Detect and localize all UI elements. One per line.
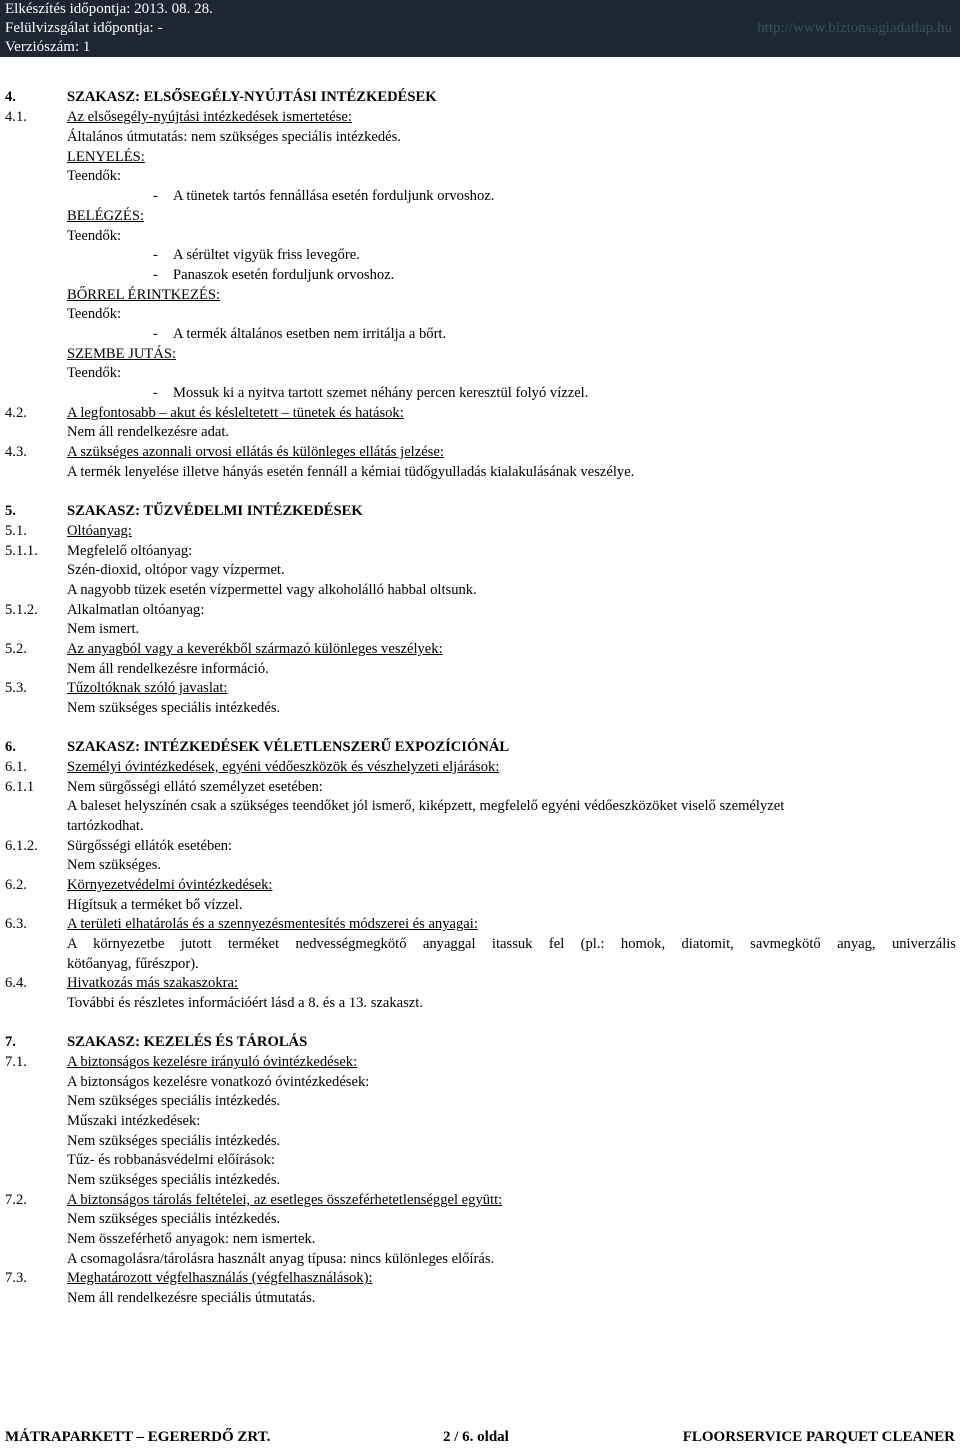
subsection-number: 5.1.2.: [5, 602, 38, 618]
paragraph: Nem szükséges speciális intézkedés.: [67, 700, 281, 716]
revision-date: Felülvizsgálat időpontja: -: [5, 20, 163, 36]
footer-product-name: FLOORSERVICE PARQUET CLEANER: [682, 1429, 955, 1445]
eye-contact-heading: SZEMBE JUTÁS:: [67, 346, 177, 362]
inhalation-heading: BELÉGZÉS:: [67, 208, 145, 224]
subsection-number: 6.1.: [5, 759, 27, 775]
paragraph: Nem szükséges.: [67, 857, 162, 873]
paragraph: Szén-dioxid, oltópor vagy vízpermet.: [67, 562, 285, 578]
subsection-number: 6.1.2.: [5, 838, 38, 854]
subsection-title: A szükséges azonnali orvosi ellátás és különleges ellátás jelzése:: [67, 444, 444, 460]
list-item: A termék általános esetben nem irritálja a bőrt.: [173, 326, 447, 342]
document-footer: [0, 1428, 960, 1448]
section-number: 6.: [5, 739, 16, 755]
subsection-title: Tűzoltóknak szóló javaslat:: [67, 680, 228, 696]
subsection-title: Meghatározott végfelhasználás (végfelhasználások):: [67, 1270, 373, 1286]
paragraph: A környezetbe jutott terméket nedvességmegkötő anyaggal itassuk fel (pl.: homok, diatomit, savmegkötő anyag, univerzális: [67, 936, 956, 952]
list-item: Panaszok esetén forduljunk orvoshoz.: [173, 267, 395, 283]
paragraph: A nagyobb tüzek esetén vízpermettel vagy alkoholálló habbal oltsunk.: [67, 582, 477, 598]
section-5-title: SZAKASZ: TŰZVÉDELMI INTÉZKEDÉSEK: [67, 503, 363, 519]
version-number: Verziószám: 1: [5, 39, 91, 55]
todo-label: Teendők:: [67, 365, 122, 381]
footer-page-number: 2 / 6. oldal: [443, 1429, 509, 1445]
paragraph: Nem összeférhető anyagok: nem ismertek.: [67, 1231, 316, 1247]
subsection-title: A területi elhatárolás és a szennyezésmentesítés módszerei és anyagai:: [67, 916, 478, 932]
subsection-title: Az anyagból vagy a keverékből származó különleges veszélyek:: [67, 641, 443, 657]
paragraph: A termék lenyelése illetve hányás esetén fennáll a kémiai tüdőgyulladás kialakulásának veszélye.: [67, 464, 635, 480]
paragraph: Általános útmutatás: nem szükséges speciális intézkedés.: [67, 129, 401, 145]
todo-label: Teendők:: [67, 306, 122, 322]
paragraph: A biztonságos kezelésre vonatkozó óvintézkedések:: [67, 1074, 370, 1090]
paragraph: Hígítsuk a terméket bő vízzel.: [67, 897, 243, 913]
subsection-number: 5.2.: [5, 641, 27, 657]
bullet-dash: -: [153, 267, 158, 283]
list-item: Mossuk ki a nyitva tartott szemet néhány percen keresztül folyó vízzel.: [173, 385, 589, 401]
subsection-number: 5.1.: [5, 523, 27, 539]
section-number: 5.: [5, 503, 16, 519]
subsection-number: 7.2.: [5, 1192, 27, 1208]
subsection-number: 7.1.: [5, 1054, 27, 1070]
paragraph: Nem szükséges speciális intézkedés.: [67, 1093, 281, 1109]
paragraph: Nem szükséges speciális intézkedés.: [67, 1133, 281, 1149]
paragraph: Nem áll rendelkezésre adat.: [67, 424, 230, 440]
created-date: Elkészítés időpontja: 2013. 08. 28.: [5, 1, 213, 17]
skin-contact-heading: BŐRREL ÉRINTKEZÉS:: [67, 287, 221, 303]
paragraph: A csomagolásra/tárolásra használt anyag típusa: nincs különleges előírás.: [67, 1251, 495, 1267]
subsection-title: Oltóanyag:: [67, 523, 132, 539]
subsection-number: 7.3.: [5, 1270, 27, 1286]
subsection-number: 5.1.1.: [5, 543, 38, 559]
document-header: [0, 0, 960, 57]
section-number: 7.: [5, 1034, 16, 1050]
subsection-title: Környezetvédelmi óvintézkedések:: [67, 877, 273, 893]
paragraph: További és részletes információért lásd a 8. és a 13. szakaszt.: [67, 995, 423, 1011]
subsection-number: 6.3.: [5, 916, 27, 932]
paragraph: Nem szükséges speciális intézkedés.: [67, 1211, 281, 1227]
subsection-title: Sürgősségi ellátók esetében:: [67, 838, 233, 854]
section-4-title: SZAKASZ: ELSŐSEGÉLY-NYÚJTÁSI INTÉZKEDÉSEK: [67, 89, 437, 105]
subsection-title: A legfontosabb – akut és késleltetett – tünetek és hatások:: [67, 405, 404, 421]
subsection-number: 4.2.: [5, 405, 27, 421]
section-7-title: SZAKASZ: KEZELÉS ÉS TÁROLÁS: [67, 1034, 308, 1050]
subsection-title: A biztonságos tárolás feltételei, az esetleges összeférhetetlenséggel együtt:: [67, 1192, 503, 1208]
subsection-title: A biztonságos kezelésre irányuló óvintézkedések:: [67, 1054, 358, 1070]
paragraph: Nem szükséges speciális intézkedés.: [67, 1172, 281, 1188]
subsection-number: 4.1.: [5, 109, 27, 125]
subsection-number: 6.2.: [5, 877, 27, 893]
paragraph: Nem ismert.: [67, 621, 140, 637]
subsection-number: 5.3.: [5, 680, 27, 696]
subsection-title: Hivatkozás más szakaszokra:: [67, 975, 239, 991]
paragraph: Nem áll rendelkezésre speciális útmutatás.: [67, 1290, 316, 1306]
website-link[interactable]: http://www.biztonsagiadatlap.hu: [757, 20, 952, 36]
subsection-number: 6.1.1: [5, 779, 35, 795]
bullet-dash: -: [153, 188, 158, 204]
todo-label: Teendők:: [67, 168, 122, 184]
footer-company: MÁTRAPARKETT – EGERERDŐ ZRT.: [5, 1429, 271, 1445]
subsection-number: 6.4.: [5, 975, 27, 991]
paragraph: Tűz- és robbanásvédelmi előírások:: [67, 1152, 275, 1168]
todo-label: Teendők:: [67, 228, 122, 244]
bullet-dash: -: [153, 385, 158, 401]
subsection-title: Alkalmatlan oltóanyag:: [67, 602, 205, 618]
bullet-dash: -: [153, 326, 158, 342]
section-6-title: SZAKASZ: INTÉZKEDÉSEK VÉLETLENSZERŰ EXPOZÍCIÓNÁL: [67, 739, 510, 755]
subsection-title: Az elsősegély-nyújtási intézkedések ismertetése:: [67, 109, 352, 125]
subsection-number: 4.3.: [5, 444, 27, 460]
subsection-title: Személyi óvintézkedések, egyéni védőeszközök és vészhelyzeti eljárások:: [67, 759, 500, 775]
subsection-title: Nem sürgősségi ellátó személyzet esetében:: [67, 779, 323, 795]
paragraph: Műszaki intézkedések:: [67, 1113, 201, 1129]
bullet-dash: -: [153, 247, 158, 263]
list-item: A sérültet vigyük friss levegőre.: [173, 247, 360, 263]
paragraph: Nem áll rendelkezésre információ.: [67, 661, 269, 677]
paragraph: kötőanyag, fűrészpor).: [67, 956, 199, 972]
section-number: 4.: [5, 89, 16, 105]
paragraph: tartózkodhat.: [67, 818, 144, 834]
list-item: A tünetek tartós fennállása esetén forduljunk orvoshoz.: [173, 188, 495, 204]
subsection-title: Megfelelő oltóanyag:: [67, 543, 193, 559]
ingestion-heading: LENYELÉS:: [67, 149, 145, 165]
paragraph: A baleset helyszínén csak a szükséges teendőket jól ismerő, kiképzett, megfelelő egyéni védőeszközöket viselő személyzet: [67, 798, 785, 814]
